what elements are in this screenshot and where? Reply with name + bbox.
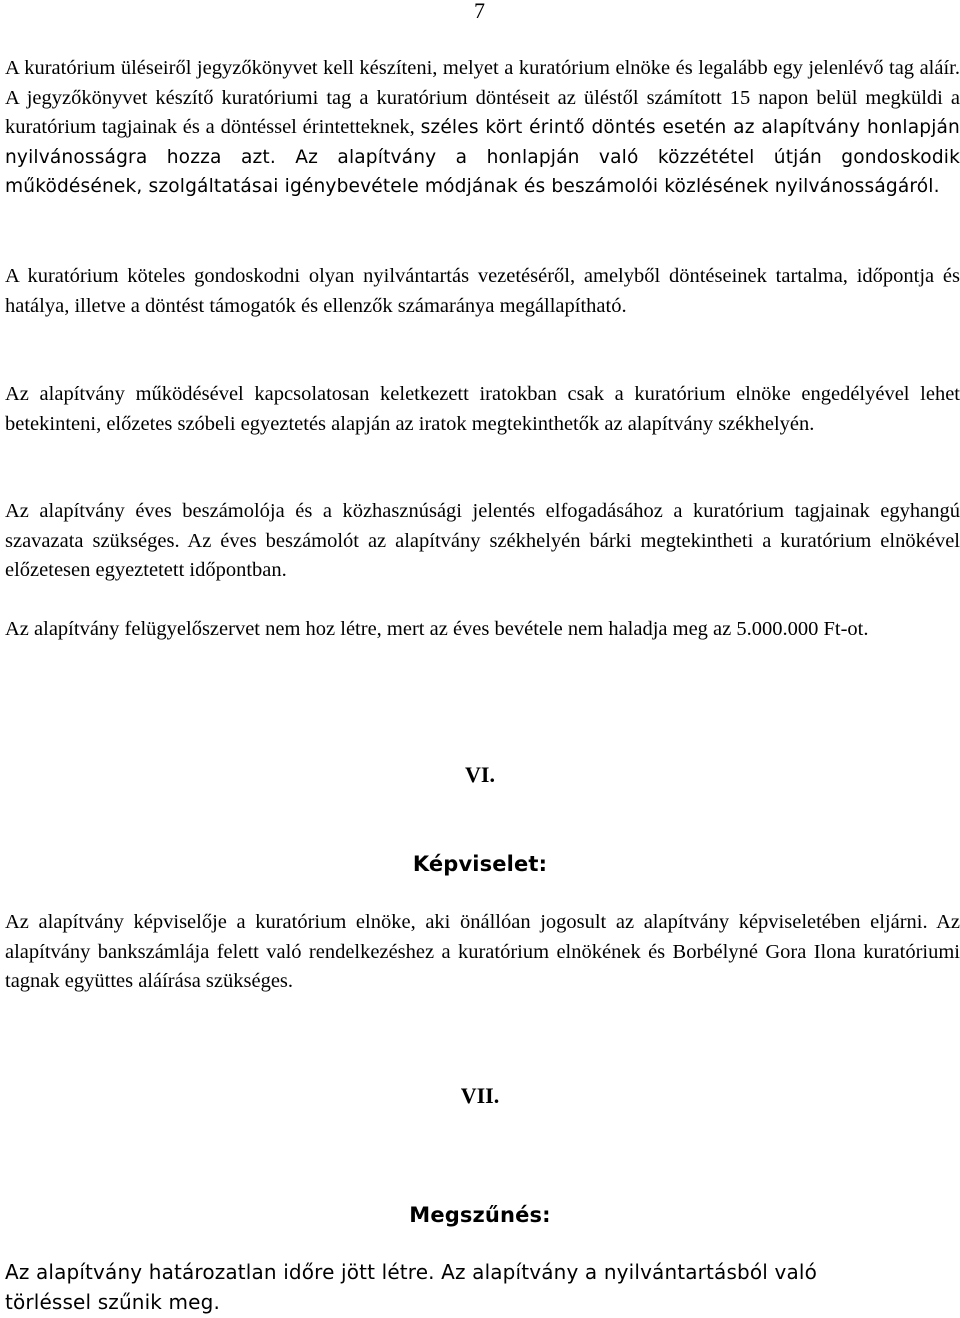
paragraph-minutes-part2: széles kört érintő döntés esetén az alapítvány honlapján nyilvánosságra hozza azt. Az alapítvány a honlapján való közzététel útján gondoskodik működésének, szolgáltatásai igénybevétele módjának és beszámolói közlésének nyilvánosságáról. [5, 117, 960, 197]
section-vi-text: Az alapítvány képviselője a kuratórium elnöke, aki önállóan jogosult az alapítvány képviseletében eljárni. Az alapítvány bankszámlája felett való rendelkezéshez a kuratórium elnökének és Borbélyné Gora Ilona kuratóriumi tagnak együttes aláírása szükséges. [5, 911, 960, 992]
paragraph-documents: Az alapítvány működésével kapcsolatosan keletkezett iratokban csak a kuratórium elnöke engedélyével lehet betekinteni, előzetes szóbeli egyeztetés alapján az iratok megtekinthetők az alapítvány székhelyén. [5, 383, 960, 435]
paragraph-supervisory-board: Az alapítvány felügyelőszervet nem hoz létre, mert az éves bevétele nem haladja meg az 5.000.000 Ft-ot. [5, 618, 869, 640]
paragraph-minutes [5, 54, 960, 202]
section-vii-text: Az alapítvány határozatlan időre jött létre. Az alapítvány a nyilvántartásból való törléssel szűnik meg. [5, 1260, 817, 1314]
page-number: 7 [474, 0, 485, 23]
section-vii-title: Megszűnés: [409, 1203, 551, 1227]
section-vi-number: VI. [465, 762, 495, 787]
paragraph-records: A kuratórium köteles gondoskodni olyan nyilvántartás vezetéséről, amelyből döntéseinek tartalma, időpontja és hatálya, illetve a döntést támogatók és ellenzők számaránya megállapítható. [5, 265, 960, 317]
paragraph-annual-report: Az alapítvány éves beszámolója és a közhasznúsági jelentés elfogadásához a kuratórium tagjainak egyhangú szavazata szükséges. Az éves beszámolót az alapítvány székhelyén bárki megtekintheti a kuratórium elnökével előzetesen egyeztetett időpontban. [5, 500, 960, 581]
section-vi-title: Képviselet: [412, 852, 548, 876]
paragraph-minutes-part1: A kuratórium üléseiről jegyzőkönyvet kell készíteni, melyet a kuratórium elnöke és legalább egy jelenlévő tag aláír. A jegyzőkönyvet készítő kuratóriumi tag a kuratórium döntéseit az üléstől számított 15 napon belül megküldi a kuratórium tagjainak és a döntéssel érintetteknek, [5, 57, 960, 138]
section-vii-number: VII. [460, 1083, 500, 1108]
